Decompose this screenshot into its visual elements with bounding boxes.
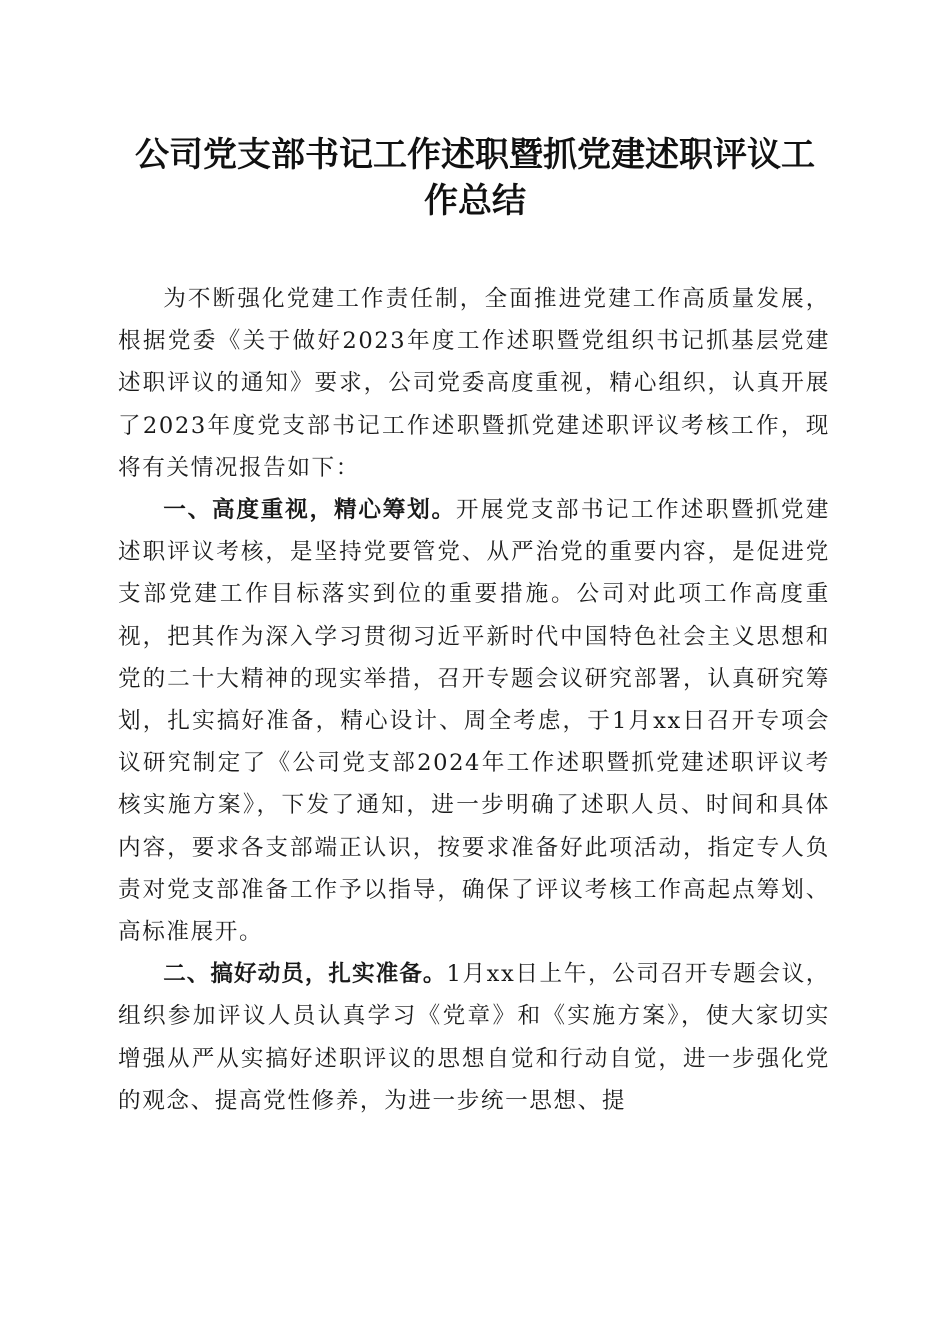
paragraph-text: 为不断强化党建工作责任制，全面推进党建工作高质量发展，根据党委《关于做好2023年度工作述职暨党组织书记抓基层党建述职评议的通知》要求，公司党委高度重视，精心组织，认真开展了2023年度党支部书记工作述职暨抓党建述职评议考核工作，现将有关情况报告如下： [118, 286, 830, 481]
paragraph-intro [118, 278, 830, 489]
document-title [100, 132, 850, 224]
document-body [118, 278, 830, 1122]
section-heading: 一、高度重视，精心筹划。 [163, 497, 456, 524]
title-line-2: 作总结 [424, 181, 526, 221]
paragraph-text: 开展党支部书记工作述职暨抓党建述职评议考核，是坚持党要管党、从严治党的重要内容，是促进党支部党建工作目标落实到位的重要措施。公司对此项工作高度重视，把其作为深入学习贯彻习近平新时代中国特色社会主义思想和党的二十大精神的现实举措，召开专题会议研究部署，认真研究筹划，扎实搞好准备，精心设计、周全考虑，于1月xx日召开专项会议研究制定了《公司党支部2024年工作述职暨抓党建述职评议考核实施方案》，下发了通知，进一步明确了述职人员、时间和具体内容，要求各支部端正认识，按要求准备好此项活动，指定专人负责对党支部准备工作予以指导，确保了评议考核工作高起点筹划、高标准展开。 [118, 497, 831, 946]
paragraph-section-1 [118, 489, 830, 953]
paragraph-section-2 [118, 953, 830, 1122]
section-heading: 二、搞好动员，扎实准备。 [163, 961, 447, 988]
paragraph-text: 1月xx日上午，公司召开专题会议，组织参加评议人员认真学习《党章》和《实施方案》，使大家切实增强从严从实搞好述职评议的思想自觉和行动自觉，进一步强化党的观念、提高党性修养，为进一步统一思想、提 [118, 961, 830, 1114]
title-line-1: 公司党支部书记工作述职暨抓党建述职评议工 [135, 135, 815, 175]
